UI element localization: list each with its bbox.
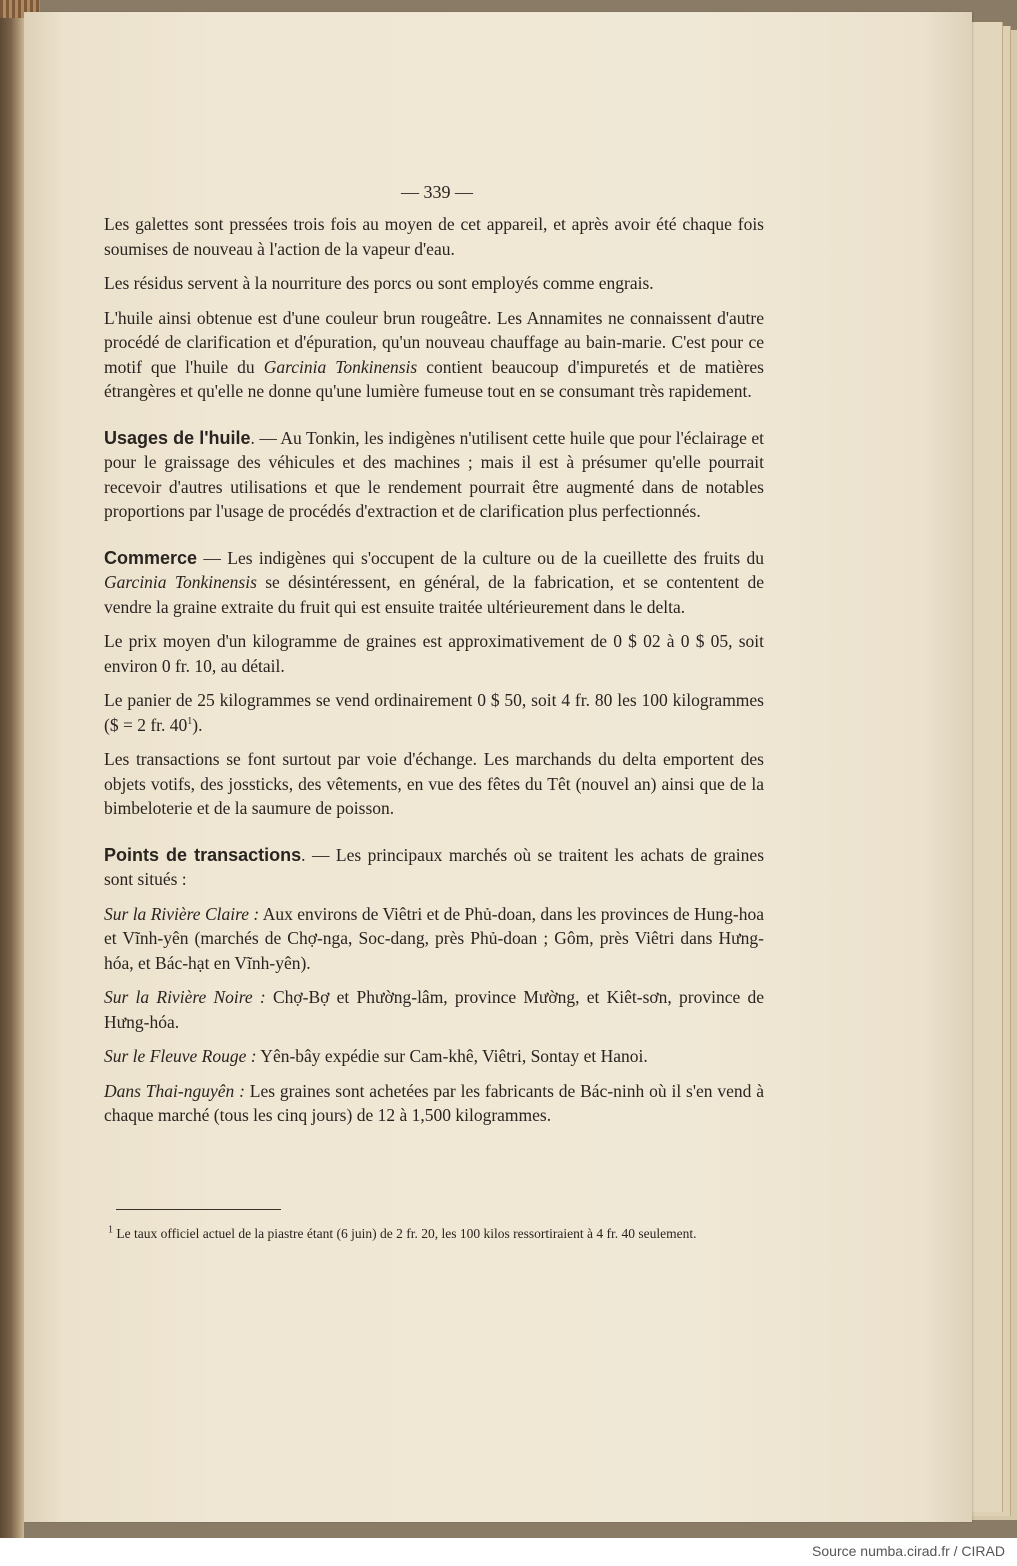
section-usages bbox=[104, 426, 764, 524]
location-label: Sur le Fleuve Rouge : bbox=[104, 1046, 257, 1066]
source-credit: Source numba.cirad.fr / CIRAD bbox=[812, 1543, 1005, 1559]
paragraph-transactions: Les transactions se font surtout par voie d'échange. Les marchands du delta emportent des objets votifs, des jossticks, des vêtements, en vue des fêtes du Têt (nouvel an) ainsi que de la bimbeloterie et de la saumure de poisson. bbox=[104, 749, 764, 818]
location-text: Les graines sont achetées par les fabricants de Bác-ninh où il s'en vend à chaque marché (tous les cinq jours) de 12 à 1,500 kilogrammes. bbox=[104, 1080, 764, 1125]
location-label: Dans Thai-nguyên : bbox=[104, 1080, 245, 1101]
section-points-text: . — Les principaux marchés où se traitent les achats de graines sont situés : bbox=[104, 844, 764, 889]
footnote bbox=[108, 1225, 768, 1243]
paragraph-panier bbox=[104, 688, 764, 737]
book-binding bbox=[0, 0, 24, 1566]
paragraph-riviere-noire bbox=[104, 985, 764, 1034]
paragraph-riviere-claire bbox=[104, 902, 764, 976]
footnote-rule bbox=[116, 1209, 281, 1210]
paragraph-panier-text-b: ). bbox=[192, 714, 203, 735]
paragraph-thai-nguyen bbox=[104, 1079, 764, 1128]
paragraph-huile-text-a: L'huile ainsi obtenue est d'une couleur brun rougeâtre. Les Annamites ne connaissent d'autre procédé de clarification et d'épuration, qu'un nouveau chauffage au bain-marie. C'est pour ce motif que l'huile du bbox=[104, 307, 764, 377]
species-name: Garcinia Tonkinensis bbox=[263, 356, 418, 377]
species-name: Garcinia Tonkinensis bbox=[104, 572, 257, 592]
section-usages-text: . — Au Tonkin, les indigènes n'utilisent cette huile que pour l'éclairage et pour le graissage des véhicules et des machines ; mais il est à présumer qu'elle pourrait recevoir d'autres utilisations et que le rendement pourrait être augmenté dans de notables proportions par l'usage de procédés d'extraction et de clarification plus perfectionnés. bbox=[104, 427, 764, 521]
section-heading-points: Points de transactions bbox=[104, 844, 302, 865]
location-text: Yên-bây expédie sur Cam-khê, Viêtri, Sontay et Hanoi. bbox=[256, 1046, 648, 1066]
page-body bbox=[104, 212, 764, 1128]
location-label: Sur la Rivière Claire : bbox=[104, 903, 260, 924]
footnote-ref: 1 bbox=[187, 715, 193, 727]
paragraph-huile bbox=[104, 306, 764, 404]
paragraph-panier-text-a: Le panier de 25 kilogrammes se vend ordinairement 0 $ 50, soit 4 fr. 80 les 100 kilogrammes ($ = 2 fr. 40 bbox=[104, 690, 764, 735]
section-commerce-text-b: se désintéressent, en général, de la fabrication, et se contentent de vendre la graine extraite du fruit qui est ensuite traitée ultérieurement dans le delta. bbox=[104, 572, 765, 617]
section-commerce bbox=[104, 546, 764, 620]
paragraph-fleuve-rouge bbox=[104, 1044, 764, 1069]
section-heading-usages: Usages de l'huile bbox=[104, 427, 251, 448]
location-text: Chợ-Bợ et Phường-lâm, province Mường, et Kiêt-sơn, province de Hưng-hóa. bbox=[104, 987, 764, 1032]
paragraph-residus: Les résidus servent à la nourriture des porcs ou sont employés comme engrais. bbox=[104, 273, 654, 293]
location-text: Aux environs de Viêtri et de Phủ-doan, dans les provinces de Hung-hoa et Vĩnh-yên (marchés de Chợ-nga, Soc-dang, près Phủ-doan ; Gôm, près Viêtri dans Hưng-hóa, et Bác-hạt en Vĩnh-yên). bbox=[104, 903, 765, 973]
footnote-mark: 1 bbox=[108, 1224, 113, 1236]
paragraph-prix: Le prix moyen d'un kilogramme de graines est approximativement de 0 $ 02 à 0 $ 05, soit environ 0 fr. 10, au détail. bbox=[104, 631, 764, 676]
page-number: — 339 — bbox=[401, 182, 473, 202]
footnote-text: Le taux officiel actuel de la piastre étant (6 juin) de 2 fr. 20, les 100 kilos ressortiraient à 4 fr. 40 seulement. bbox=[113, 1226, 697, 1241]
section-points bbox=[104, 843, 764, 892]
paragraph-galettes: Les galettes sont pressées trois fois au moyen de cet appareil, et après avoir été chaque fois soumises de nouveau à l'action de la vapeur d'eau. bbox=[104, 214, 764, 259]
paragraph-huile-text-b: contient beaucoup d'impuretés et de matières étrangères et qu'elle ne donne qu'une lumière fumeuse tout en se consumant très rapidement. bbox=[104, 356, 764, 401]
section-commerce-text-a: — Les indigènes qui s'occupent de la culture ou de la cueillette des fruits du bbox=[197, 547, 764, 568]
section-heading-commerce: Commerce bbox=[104, 547, 198, 568]
location-label: Sur la Rivière Noire : bbox=[104, 987, 266, 1007]
book-page bbox=[24, 12, 972, 1522]
